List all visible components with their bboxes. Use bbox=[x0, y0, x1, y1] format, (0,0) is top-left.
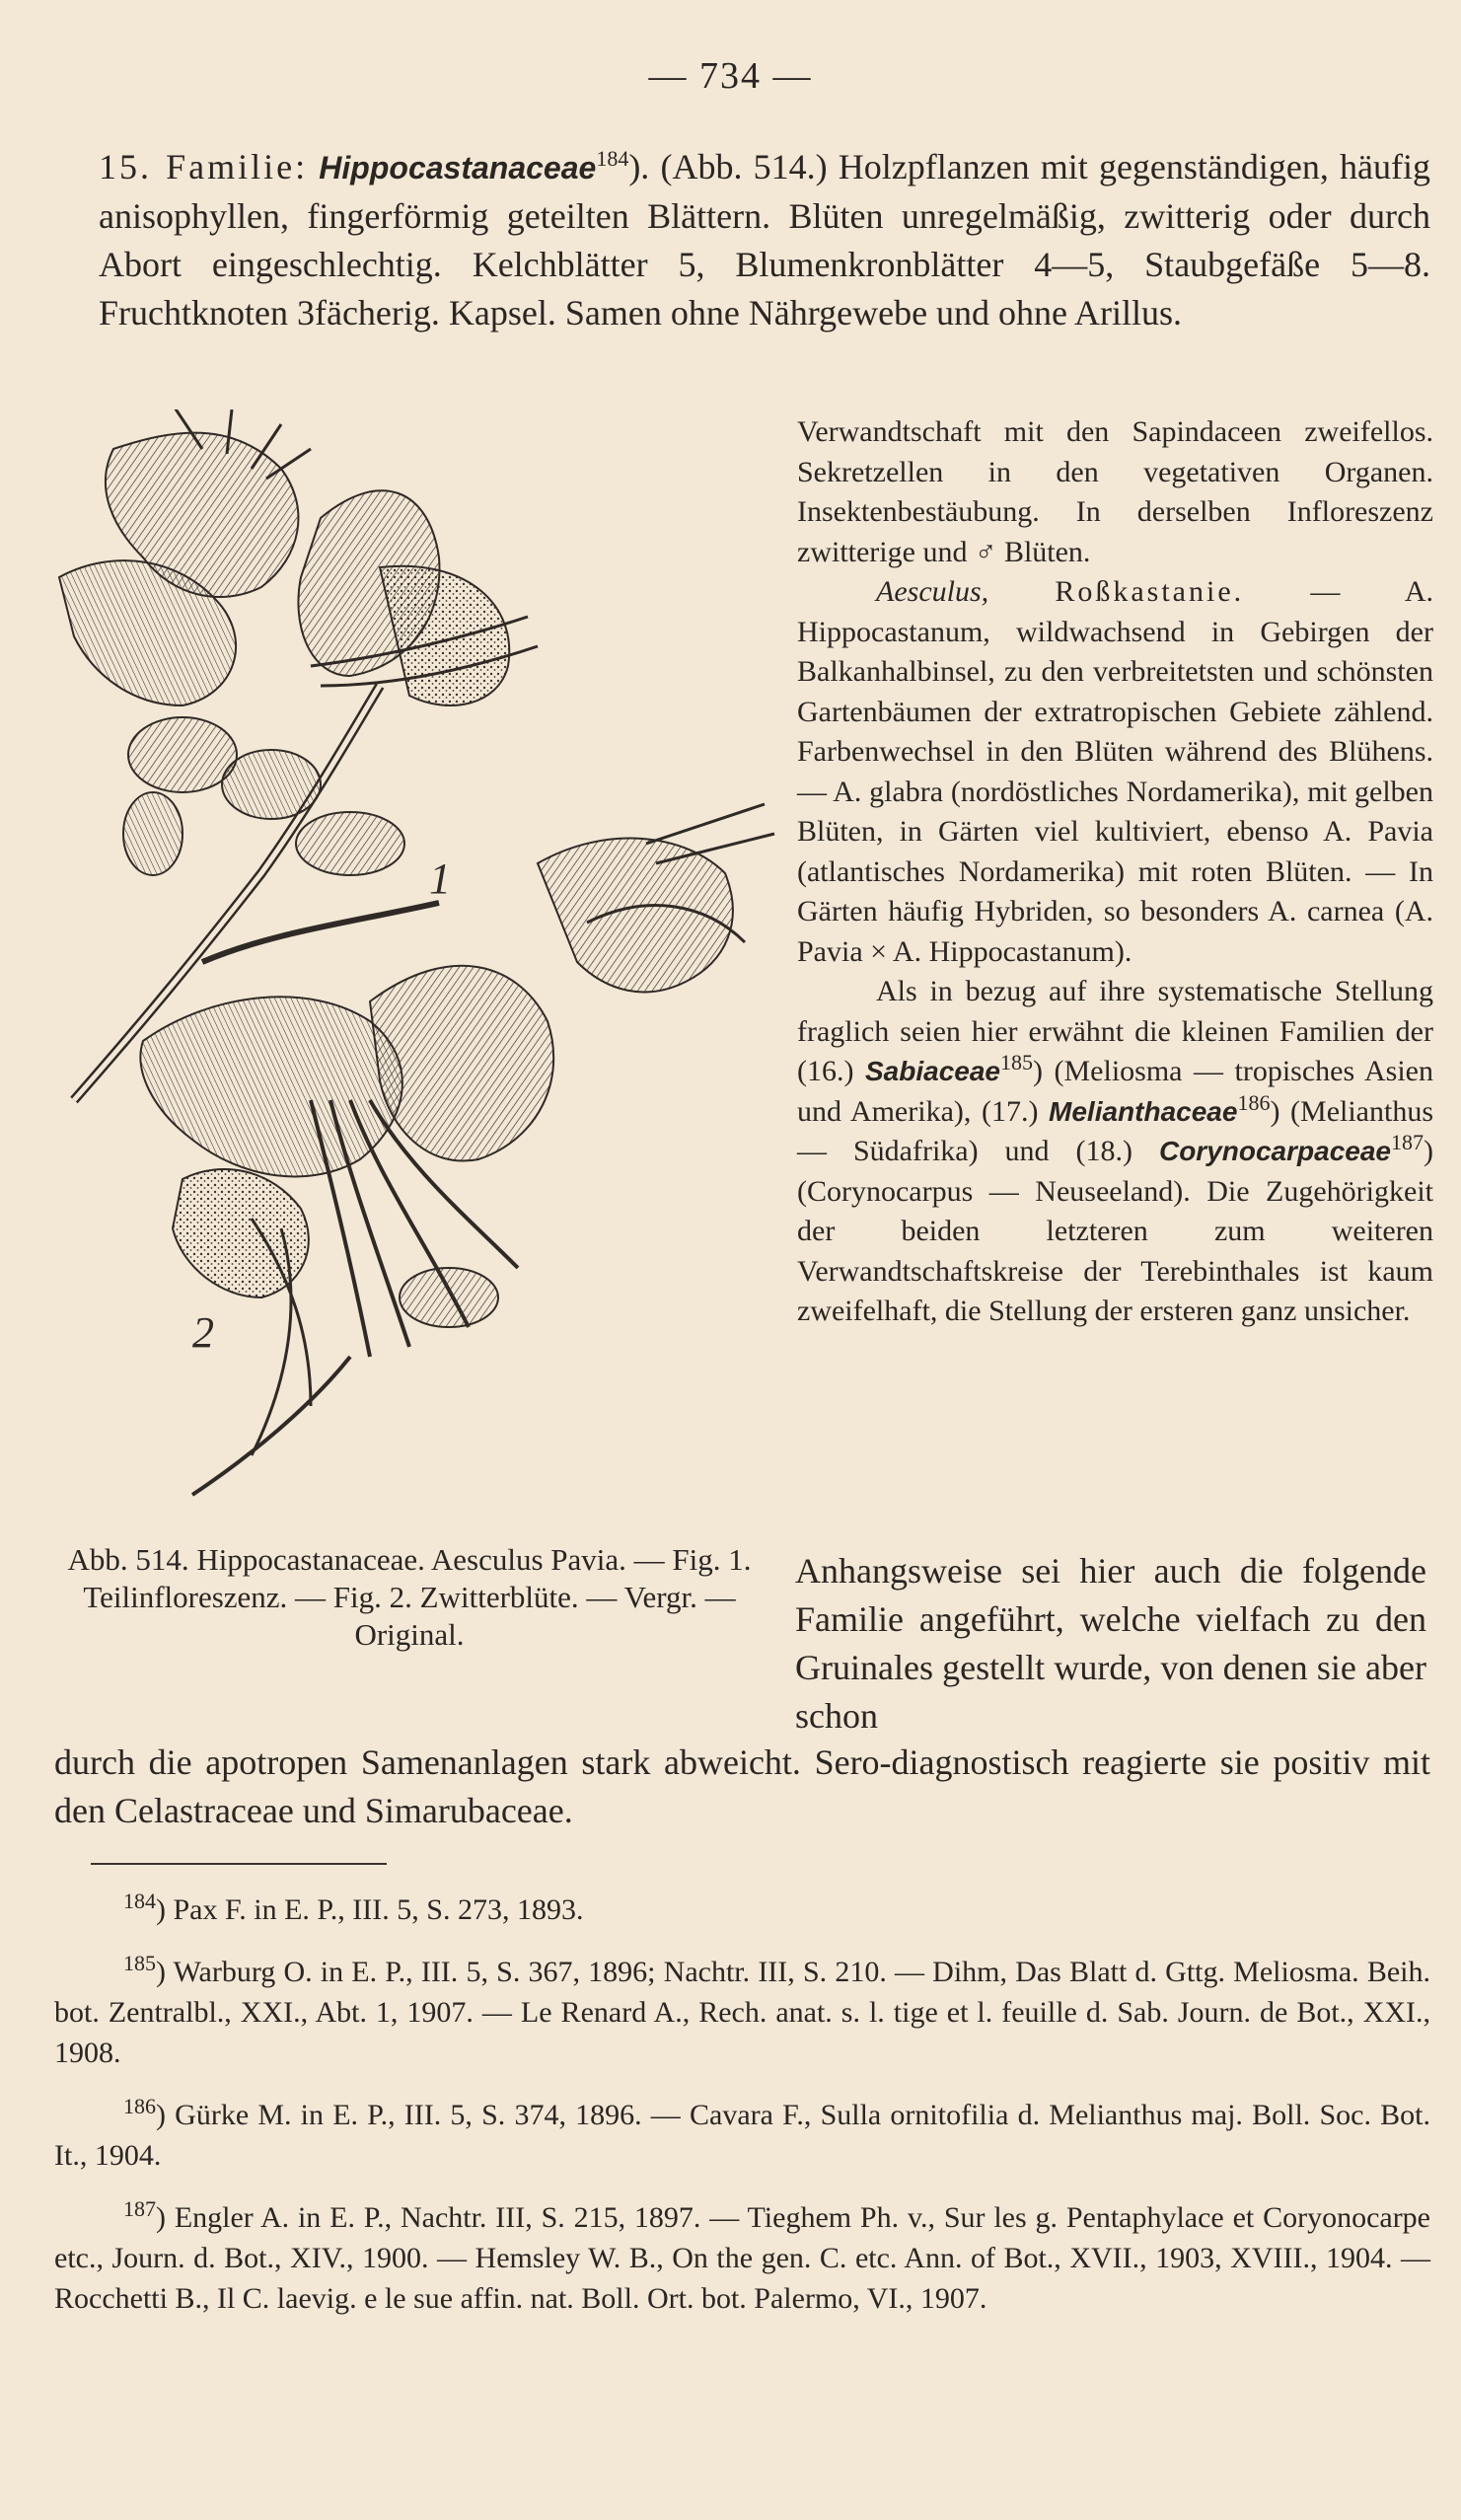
footnote-number: 187 bbox=[123, 2196, 156, 2221]
appendix-paragraph-start: Anhangsweise sei hier auch die folgende Familie angeführt, welche vielfach zu den Gruinales gestellt wurde, von denen sie aber schon bbox=[795, 1551, 1426, 1736]
page-number: — 734 — bbox=[648, 55, 813, 97]
figure-caption: Abb. 514. Hippocastanaceae. Aesculus Pavia. — Fig. 1. Teilinfloreszenz. — Fig. 2. Zwitterblüte. — Vergr. — Original. bbox=[67, 1542, 752, 1652]
family-melianthaceae: Melianthaceae bbox=[1049, 1095, 1238, 1127]
botanical-illustration bbox=[54, 409, 779, 1534]
right-paragraph-1: Verwandtschaft mit den Sapindaceen zweifellos. Sekretzellen in den vegetativen Organen. Insektenbestäubung. In derselben Infloreszenz zwitterige und ♂ Blüten. bbox=[797, 415, 1433, 568]
footnote-185 bbox=[54, 1952, 1430, 2073]
footnotes bbox=[54, 1890, 1430, 2340]
right-column-text bbox=[797, 412, 1433, 1332]
appendix-paragraph-end: durch die apotropen Samenanlagen stark abweicht. Sero-diagnostisch reagierte sie positiv mit den Celastraceae und Simarubaceae. bbox=[54, 1742, 1430, 1830]
p3-text-a: Als in bezug auf ihre systematische Stellung fraglich seien hier erwähnt die kleinen Familien der (16.) bbox=[797, 975, 1433, 1087]
right-paragraph-2-text: — A. Hippocastanum, wildwachsend in Gebirgen der Balkanhalbinsel, zu den verbreitetsten und schönsten Gartenbäumen der extratropischen Gebiete zählend. Farbenwechsel in den Blüten während des Blühens. — A. glabra (nordöstliches Nordamerika), mit gelben Blüten, in Gärten viel kultiviert, ebenso A. Pavia (atlantisches Nordamerika) mit roten Blüten. — In Gärten häufig Hybriden, so besonders A. carnea (A. Pavia × A. Hippocastanum). bbox=[797, 575, 1434, 968]
family-description bbox=[99, 143, 1430, 337]
footnote-187 bbox=[54, 2197, 1430, 2319]
footnote-text: ) Warburg O. in E. P., III. 5, S. 367, 1896; Nachtr. III, S. 210. — Dihm, Das Blatt d. Gttg. Meliosma. Beih. bot. Zentralbl., XXI., Abt. 1, 1907. — Le Renard A., Rech. anat. s. l. tige et l. feuille d. Sab. Journ. de Bot., XXI., 1908. bbox=[54, 1956, 1430, 2069]
family-name: Hippocastanaceae bbox=[319, 150, 597, 185]
footnote-number: 184 bbox=[123, 1889, 156, 1913]
footnote-text: ) Gürke M. in E. P., III. 5, S. 374, 1896. — Cavara F., Sulla ornitofilia d. Melianthus maj. Boll. Soc. Bot. It., 1904. bbox=[54, 2099, 1430, 2172]
aesculus-pavia-drawing bbox=[54, 409, 779, 1534]
right-paragraph-3 bbox=[797, 972, 1433, 1332]
footnote-number: 186 bbox=[123, 2094, 156, 2118]
footnote-184 bbox=[54, 1890, 1430, 1930]
footnote-number: 185 bbox=[123, 1951, 156, 1975]
footnote-ref-187: 187 bbox=[1391, 1130, 1424, 1154]
common-name: Roßkastanie. bbox=[1055, 575, 1245, 608]
family-lead: 15. Familie: bbox=[99, 147, 309, 186]
hermaphrodite-flower-figure-2 bbox=[140, 906, 745, 1495]
family-text: ). (Abb. 514.) Holzpflanzen mit gegenständigen, häufig anisophyllen, fingerförmig geteilten Blättern. Blüten unregelmäßig, zwitterig oder durch Abort eingeschlechtig. Kelchblätter 5, Blumenkronblätter 4—5, Staubgefäße 5—8. Fruchtknoten 3fächerig. Kapsel. Samen ohne Nährgewebe und ohne Arillus. bbox=[99, 147, 1430, 333]
footnote-text: ) Engler A. in E. P., Nachtr. III, S. 215, 1897. — Tieghem Ph. v., Sur les g. Pentaphylace et Coryonocarpe etc., Journ. d. Bot., XIV., 1900. — Hemsley W. B., On the gen. C. etc. Ann. of Bot., XVII., 1903, XVIII., 1904. — Rocchetti B., Il C. laevig. e le sue affin. nat. Boll. Ort. bot. Palermo, VI., 1907. bbox=[54, 2201, 1430, 2315]
p3-text-c: ) (Melianthus — Südafrika) und (18.) bbox=[797, 1094, 1434, 1167]
footnote-ref-185: 185 bbox=[1000, 1050, 1033, 1075]
footnote-ref-184: 184 bbox=[596, 146, 629, 171]
family-corynocarpaceae: Corynocarpaceae bbox=[1158, 1136, 1391, 1166]
p3-text-d: ) (Corynocarpus — Neuseeland). Die Zugehörigkeit der beiden letzteren zum weiteren Verwandtschaftskreise der Terebinthales ist kaum zweifelhaft, die Stellung der ersteren ganz unsicher. bbox=[797, 1135, 1433, 1327]
figure-label-2: 2 bbox=[192, 1308, 214, 1357]
footnote-186 bbox=[54, 2095, 1430, 2176]
right-paragraph-2 bbox=[797, 572, 1433, 972]
p3-text-b: ) (Meliosma — tropisches Asien und Amerika), (17.) bbox=[797, 1055, 1433, 1128]
family-sabiaceae: Sabiaceae bbox=[865, 1056, 1000, 1086]
footnote-text: ) Pax F. in E. P., III. 5, S. 273, 1893. bbox=[156, 1893, 584, 1926]
genus-aesculus: Aesculus, bbox=[876, 575, 989, 608]
footnote-separator bbox=[91, 1863, 387, 1865]
figure-label-1: 1 bbox=[429, 854, 451, 903]
footnote-ref-186: 186 bbox=[1237, 1089, 1271, 1115]
